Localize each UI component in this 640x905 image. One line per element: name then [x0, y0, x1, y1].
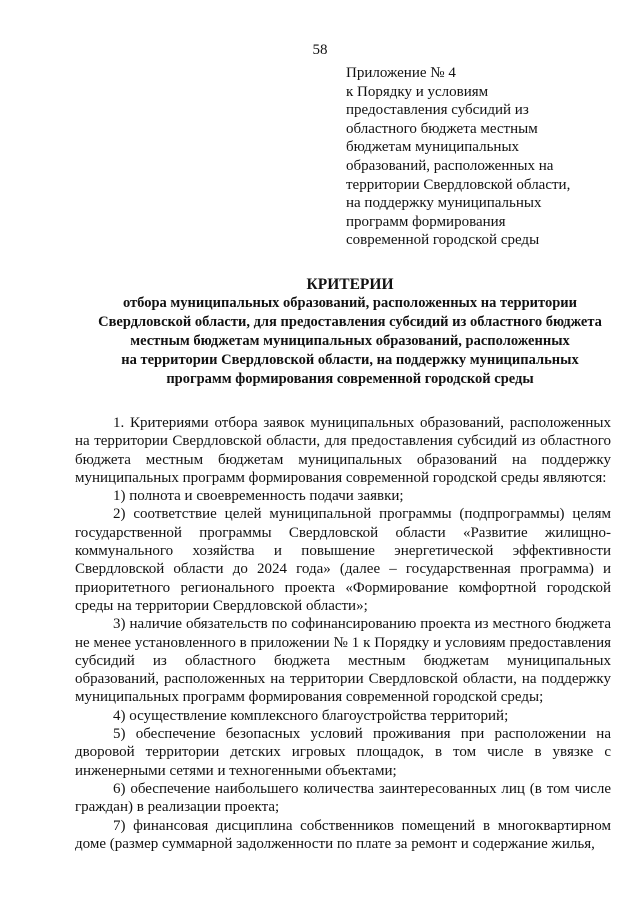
subtitle-line: Свердловской области, для предоставления субсидий из областного бюджета: [98, 314, 602, 330]
subtitle-line: на территории Свердловской области, на поддержку муниципальных: [121, 352, 579, 368]
document-body: [75, 414, 611, 853]
appendix-line: программ формирования: [346, 213, 506, 230]
body-paragraph: 7) финансовая дисциплина собственников помещений в многоквартирном доме (размер суммарной задолженности по плате за ремонт и содержание жилья,: [75, 817, 611, 852]
document-title: КРИТЕРИИ: [306, 276, 394, 293]
body-paragraph: 1. Критериями отбора заявок муниципальных образований, расположенных на территории Свердловской области, для предоставления субсидий из областного бюджета местным бюджетам муниципальных образований на поддержку муниципальных программ формирования современной городской среды являются:: [75, 415, 611, 486]
appendix-line: предоставления субсидий из: [346, 102, 529, 119]
body-paragraph: 3) наличие обязательств по софинансированию проекта из местного бюджета не менее установленного в приложении № 1 к Порядку и условиям предоставления субсидий из областного бюджета местным бюджетам муниципальных образований, расположенных на территории Свердловской области, на поддержку муниципальных программ формирования современной городской среды;: [75, 616, 611, 706]
body-paragraph: 2) соответствие целей муниципальной программы (подпрограммы) целям государственной программы Свердловской области «Развитие жилищно-коммунального хозяйства и повышение энергетической эффективности Свердловской области до 2024 года» (далее – государственная программа) и приоритетного регионального проекта «Формирование комфортной городской среды на территории Свердловской области»;: [75, 506, 611, 614]
appendix-line: областного бюджета местным: [346, 120, 538, 137]
appendix-line: территории Свердловской области,: [346, 176, 571, 193]
appendix-note: [346, 64, 616, 250]
document-subtitle: [60, 294, 640, 389]
appendix-line: современной городской среды: [346, 232, 540, 249]
body-paragraph: 6) обеспечение наибольшего количества заинтересованных лиц (в том числе граждан) в реализации проекта;: [75, 780, 611, 816]
body-paragraph: 1) полнота и своевременность подачи заявки;: [113, 488, 404, 505]
body-paragraph: 4) осуществление комплексного благоустройства территорий;: [113, 707, 509, 724]
appendix-line: на поддержку муниципальных: [346, 195, 542, 212]
appendix-line: к Порядку и условиям: [346, 83, 489, 100]
subtitle-line: местным бюджетам муниципальных образований, расположенных: [130, 333, 570, 349]
subtitle-line: отбора муниципальных образований, расположенных на территории: [123, 295, 577, 311]
page-number: 58: [312, 42, 328, 58]
subtitle-line: программ формирования современной городской среды: [166, 371, 534, 387]
appendix-line: бюджетам муниципальных: [346, 139, 520, 156]
appendix-line: Приложение № 4: [346, 65, 456, 81]
appendix-line: образований, расположенных на: [346, 157, 554, 174]
body-paragraph: 5) обеспечение безопасных условий проживания при расположении на дворовой территории детских игровых площадок, в том числе в увязке с инженерными сетями и техногенными объектами;: [75, 726, 611, 779]
